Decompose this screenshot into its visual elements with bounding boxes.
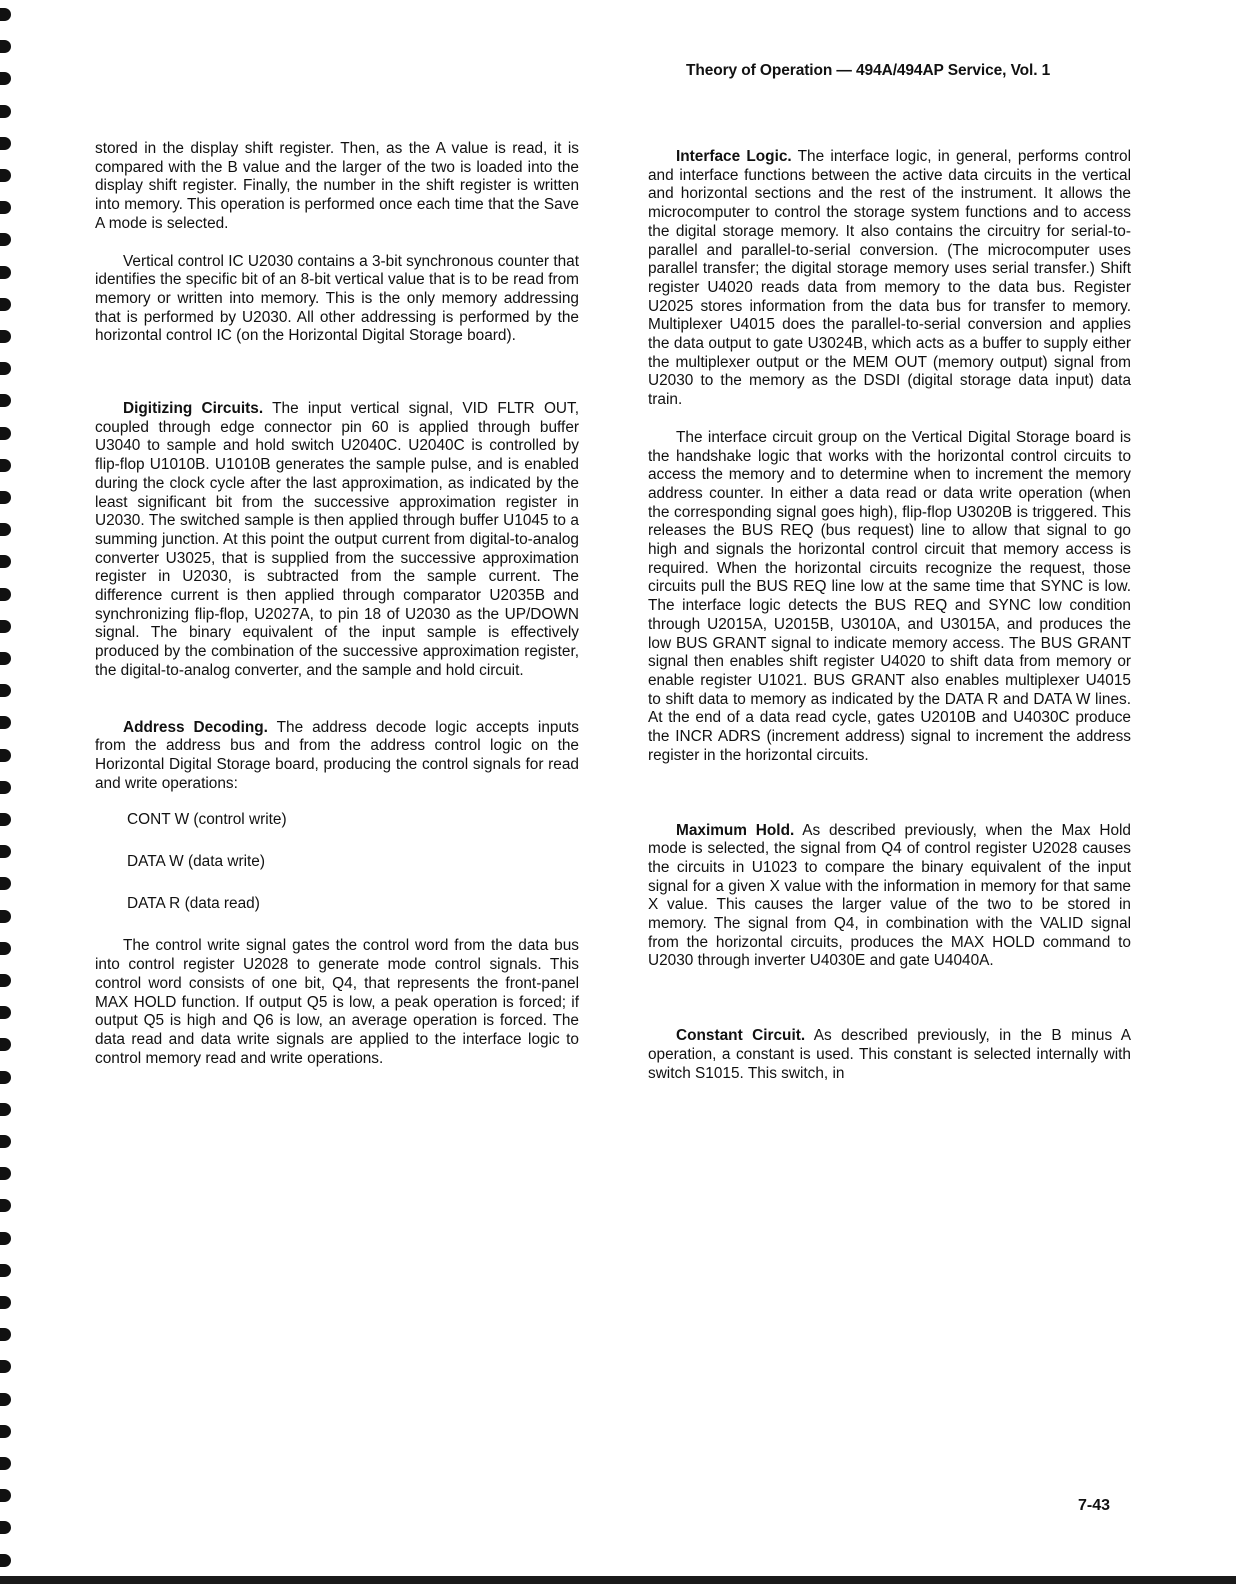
binder-hole: [0, 491, 11, 504]
binder-hole: [0, 72, 11, 85]
binder-hole: [0, 1071, 11, 1084]
binder-hole: [0, 942, 11, 955]
binder-hole: [0, 781, 11, 794]
binder-hole: [0, 813, 11, 826]
binder-hole: [0, 1554, 11, 1567]
binder-hole: [0, 1425, 11, 1438]
binder-hole: [0, 910, 11, 923]
binder-hole: [0, 40, 11, 53]
address-text: The address decode logic accepts inputs from the address bus and from the address control logic on the Horizontal Digital Storage board, producing the control signals for read and write operations:: [95, 718, 579, 792]
running-header: Theory of Operation — 494A/494AP Service, Vol. 1: [686, 62, 1051, 79]
binder-hole: [0, 427, 11, 440]
binder-holes: [0, 0, 12, 1584]
binder-hole: [0, 298, 11, 311]
paragraph-constant-circuit: [648, 1027, 1131, 1083]
binder-hole: [0, 394, 11, 407]
binder-hole: [0, 523, 11, 536]
binder-hole: [0, 1328, 11, 1341]
constant-text: As described previously, in the B minus A operation, a constant is used. This constant is selected internally with switch S1015. This switch, in: [648, 1027, 1131, 1082]
binder-hole: [0, 1296, 11, 1309]
binder-hole: [0, 1360, 11, 1373]
paragraph-save-a: stored in the display shift register. Then, as the A value is read, it is compared with the B value and the larger of the two is loaded into the display shift register. Finally, the number in the shift register is written into memory. This operation is performed once each time that the Save A mode is selected.: [95, 140, 579, 232]
digitizing-text: The input vertical signal, VID FLTR OUT, coupled through edge connector pin 60 is applied through buffer U3040 to sample and hold switch U2040C. U2040C is controlled by flip-flop U1010B. U1010B generates the sample pulse, and is enabled during the clock cycle after the last approximation, as indicated by the least significant bit from the successive approximation register in U2030. The switched sample is then applied through buffer U1045 to a summing junction. At this point the output current from digital-to-analog converter U3025, that is supplied from the successive approximation register in U2030, is subtracted from the sample current. The difference current is then applied through comparator U2035B and synchronizing flip-flop, U2027A, to pin 18 of U2030 as the UP/DOWN signal. The binary equivalent of the input sample is effectively produced by the combination of the successive approximation register, the digital-to-analog converter, and the sample and hold circuit.: [95, 400, 579, 679]
binder-hole: [0, 652, 11, 665]
binder-hole: [0, 1264, 11, 1277]
binder-hole: [0, 169, 11, 182]
paragraph-control-write: The control write signal gates the control word from the data bus into control register U2028 to generate mode control signals. This control word consists of one bit, Q4, that represents the front-panel MAX HOLD function. If output Q5 is low, a peak operation is forced; if output Q5 is high and Q6 is low, an average operation is forced. The data read and data write signals are applied to the interface logic to control memory read and write operations.: [95, 937, 579, 1067]
binder-hole: [0, 749, 11, 762]
right-column: [648, 148, 1131, 1083]
heading-maximum-hold: Maximum Hold.: [676, 821, 795, 839]
binder-hole: [0, 1232, 11, 1245]
binder-hole: [0, 266, 11, 279]
paragraph-interface-group: The interface circuit group on the Vertical Digital Storage board is the handshake logic that works with the horizontal control circuits to access the memory and to determine when to increment the memory address counter. In either a data read or data write operation (when the corresponding signal goes high), flip-flop U3020B is triggered. This releases the BUS REQ (bus request) line to allow that signal to go high and signals the horizontal control circuit that memory access is required. When the horizontal circuits recognize the request, those circuits pull the BUS REQ line low at the same time that SYNC is low. The interface logic detects the BUS REQ and SYNC low condition through U2015A, U2015B, U3010A, and U3015A, and produces the low BUS GRANT signal to indicate memory access. The BUS GRANT signal then enables shift register U4020 to shift data from memory or enable register U1021. BUS GRANT also enables multiplexer U4015 to shift data to memory as indicated by the DATA R and DATA W lines. At the end of a data read cycle, gates U2010B and U4030C produce the INCR ADRS (increment address) signal to increment the address register in the horizontal circuits.: [648, 428, 1131, 764]
list-item: CONT W (control write): [127, 811, 287, 829]
binder-hole: [0, 1199, 11, 1212]
binder-hole: [0, 1521, 11, 1534]
binder-hole: [0, 1038, 11, 1051]
paragraph-address-decoding: [95, 719, 579, 794]
binder-hole: [0, 233, 11, 246]
binder-hole: [0, 555, 11, 568]
binder-hole: [0, 877, 11, 890]
binder-hole: [0, 1103, 11, 1116]
left-column: [95, 140, 579, 1068]
interface-text: The interface logic, in general, performs control and interface functions between the active data circuits in the vertical and horizontal sections and the rest of the instrument. It allows the microcomputer to control the storage system functions and to access the digital storage memory. It also contains the circuitry for serial-to-parallel and parallel-to-serial conversion. (The microcomputer uses parallel transfer; the digital storage memory uses serial transfer.) Shift register U4020 reads data from memory to the data bus. Register U2025 stores information from the data bus for transfer to memory. Multiplexer U4015 does the parallel-to-serial conversion and applies the data output to gate U3024B, which acts as a buffer to supply either the multiplexer output or the MEM OUT (memory output) signal from U2030 to the memory as the DSDI (digital storage data input) data train.: [648, 148, 1131, 409]
binder-hole: [0, 1393, 11, 1406]
page-number: 7-43: [1078, 1497, 1111, 1514]
binder-hole: [0, 1135, 11, 1148]
paragraph-interface-logic: [648, 148, 1131, 410]
binder-hole: [0, 684, 11, 697]
binder-hole: [0, 716, 11, 729]
paragraph-u2030-counter: Vertical control IC U2030 contains a 3-bit synchronous counter that identifies the specific bit of an 8-bit vertical value that is to be read from memory or written into memory. This is the only memory addressing that is performed by U2030. All other addressing is performed by the horizontal control IC (on the Horizontal Digital Storage board).: [95, 252, 579, 345]
binder-hole: [0, 620, 11, 633]
list-item: DATA R (data read): [127, 895, 260, 913]
binder-hole: [0, 362, 11, 375]
list-item: DATA W (data write): [127, 853, 265, 871]
paragraph-digitizing: [95, 400, 579, 681]
binder-hole: [0, 974, 11, 987]
binder-hole: [0, 201, 11, 214]
binder-hole: [0, 1489, 11, 1502]
heading-constant-circuit: Constant Circuit.: [676, 1027, 806, 1045]
binder-hole: [0, 588, 11, 601]
maxhold-text: As described previously, when the Max Hold mode is selected, the signal from Q4 of control register U2028 causes the circuits in U1023 to compare the binary equivalent of the input signal for a given X value with the information in memory for that same X value. This causes the larger value of the two to be stored in memory. The signal from Q4, in combination with the VALID signal from the horizontal circuits, produces the MAX HOLD command to U2030 through inverter U4030E and gate U4040A.: [648, 821, 1131, 970]
control-signal-list: [95, 811, 579, 913]
binder-hole: [0, 105, 11, 118]
binder-hole: [0, 330, 11, 343]
binder-hole: [0, 137, 11, 150]
binder-hole: [0, 1006, 11, 1019]
binder-hole: [0, 1167, 11, 1180]
heading-digitizing-circuits: Digitizing Circuits.: [123, 400, 264, 418]
paragraph-maximum-hold: [648, 822, 1131, 972]
heading-interface-logic: Interface Logic.: [676, 148, 792, 165]
binder-hole: [0, 1457, 11, 1470]
binder-hole: [0, 845, 11, 858]
bottom-edge: [0, 1576, 1236, 1584]
binder-hole: [0, 8, 11, 21]
binder-hole: [0, 459, 11, 472]
heading-address-decoding: Address Decoding.: [123, 718, 268, 736]
